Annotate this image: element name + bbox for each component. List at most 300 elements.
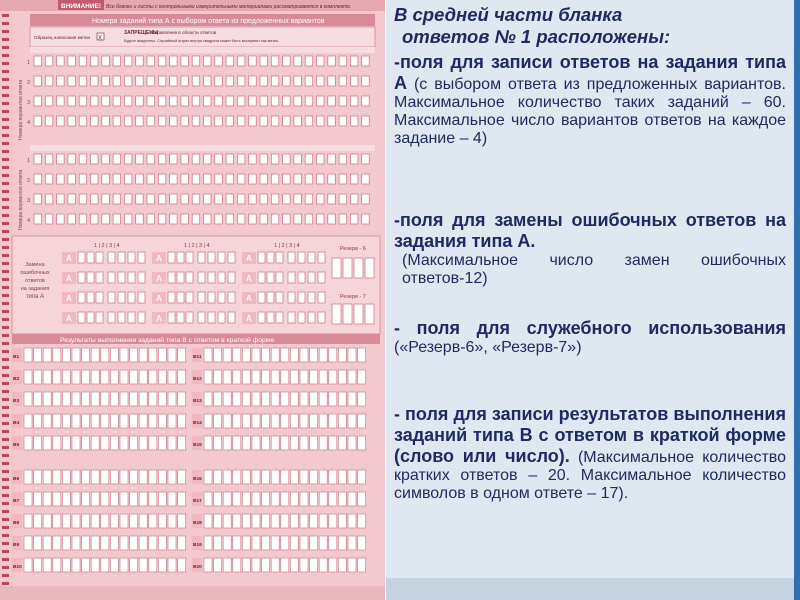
type-b-answer-box[interactable] bbox=[91, 370, 99, 384]
type-a-answer-box[interactable] bbox=[249, 174, 257, 184]
type-a-answer-box[interactable] bbox=[294, 154, 302, 164]
type-b-answer-box[interactable] bbox=[120, 392, 128, 406]
type-b-answer-box[interactable] bbox=[262, 414, 270, 428]
type-a-answer-box[interactable] bbox=[34, 194, 42, 204]
type-b-answer-box[interactable] bbox=[338, 348, 346, 362]
fix-task-number-box[interactable] bbox=[96, 312, 103, 323]
type-b-answer-box[interactable] bbox=[348, 536, 356, 550]
type-b-answer-box[interactable] bbox=[43, 558, 51, 572]
type-b-answer-box[interactable] bbox=[214, 536, 222, 550]
type-b-answer-box[interactable] bbox=[178, 436, 186, 450]
type-a-answer-box[interactable] bbox=[192, 154, 200, 164]
type-b-answer-box[interactable] bbox=[53, 436, 61, 450]
type-b-answer-box[interactable] bbox=[358, 514, 366, 528]
fix-task-number-box[interactable] bbox=[276, 312, 283, 323]
type-b-answer-box[interactable] bbox=[139, 536, 147, 550]
type-b-answer-box[interactable] bbox=[271, 348, 279, 362]
type-b-answer-box[interactable] bbox=[139, 348, 147, 362]
type-b-answer-box[interactable] bbox=[358, 558, 366, 572]
fix-answer-box[interactable] bbox=[308, 312, 315, 323]
type-b-answer-box[interactable] bbox=[178, 514, 186, 528]
type-b-answer-box[interactable] bbox=[290, 514, 298, 528]
fix-task-number-box[interactable] bbox=[186, 272, 193, 283]
fix-answer-box[interactable] bbox=[128, 252, 135, 263]
type-b-answer-box[interactable] bbox=[252, 492, 260, 506]
type-b-answer-box[interactable] bbox=[223, 492, 231, 506]
type-a-answer-box[interactable] bbox=[237, 214, 245, 224]
type-a-answer-box[interactable] bbox=[260, 96, 268, 106]
type-b-answer-box[interactable] bbox=[281, 348, 289, 362]
type-b-answer-box[interactable] bbox=[178, 348, 186, 362]
fix-answer-box[interactable] bbox=[308, 292, 315, 303]
type-b-answer-box[interactable] bbox=[72, 514, 80, 528]
type-b-answer-box[interactable] bbox=[233, 470, 241, 484]
type-b-answer-box[interactable] bbox=[319, 470, 327, 484]
type-b-answer-box[interactable] bbox=[72, 348, 80, 362]
type-a-answer-box[interactable] bbox=[283, 56, 291, 66]
type-b-answer-box[interactable] bbox=[82, 436, 90, 450]
fix-task-number-box[interactable] bbox=[168, 312, 175, 323]
fix-answer-box[interactable] bbox=[288, 292, 295, 303]
type-b-answer-box[interactable] bbox=[43, 536, 51, 550]
fix-answer-box[interactable] bbox=[128, 292, 135, 303]
type-b-answer-box[interactable] bbox=[149, 514, 157, 528]
type-a-answer-box[interactable] bbox=[237, 116, 245, 126]
type-a-answer-box[interactable] bbox=[328, 214, 336, 224]
type-b-answer-box[interactable] bbox=[262, 492, 270, 506]
type-b-answer-box[interactable] bbox=[271, 536, 279, 550]
type-b-answer-box[interactable] bbox=[252, 414, 260, 428]
type-a-answer-box[interactable] bbox=[226, 96, 234, 106]
type-b-answer-box[interactable] bbox=[214, 436, 222, 450]
fix-task-number-box[interactable] bbox=[186, 292, 193, 303]
type-a-answer-box[interactable] bbox=[170, 96, 178, 106]
type-a-answer-box[interactable] bbox=[170, 214, 178, 224]
fix-task-number-box[interactable] bbox=[87, 252, 94, 263]
type-a-answer-box[interactable] bbox=[136, 174, 144, 184]
type-a-answer-box[interactable] bbox=[260, 194, 268, 204]
type-b-answer-box[interactable] bbox=[168, 536, 176, 550]
type-a-answer-box[interactable] bbox=[68, 214, 76, 224]
type-b-answer-box[interactable] bbox=[329, 536, 337, 550]
type-a-answer-box[interactable] bbox=[136, 56, 144, 66]
type-b-answer-box[interactable] bbox=[223, 414, 231, 428]
type-a-answer-box[interactable] bbox=[362, 154, 370, 164]
type-a-answer-box[interactable] bbox=[34, 154, 42, 164]
type-b-answer-box[interactable] bbox=[110, 514, 118, 528]
type-b-answer-box[interactable] bbox=[139, 514, 147, 528]
type-a-answer-box[interactable] bbox=[339, 174, 347, 184]
type-a-answer-box[interactable] bbox=[237, 56, 245, 66]
type-a-answer-box[interactable] bbox=[362, 96, 370, 106]
type-a-answer-box[interactable] bbox=[204, 56, 212, 66]
type-a-answer-box[interactable] bbox=[91, 96, 99, 106]
type-b-answer-box[interactable] bbox=[262, 536, 270, 550]
type-b-answer-box[interactable] bbox=[214, 470, 222, 484]
fix-answer-box[interactable] bbox=[208, 292, 215, 303]
fix-task-number-box[interactable] bbox=[186, 252, 193, 263]
type-b-answer-box[interactable] bbox=[281, 558, 289, 572]
type-a-answer-box[interactable] bbox=[362, 56, 370, 66]
type-a-answer-box[interactable] bbox=[79, 76, 87, 86]
type-a-answer-box[interactable] bbox=[271, 214, 279, 224]
type-a-answer-box[interactable] bbox=[305, 76, 313, 86]
type-b-answer-box[interactable] bbox=[281, 414, 289, 428]
type-b-answer-box[interactable] bbox=[43, 414, 51, 428]
type-b-answer-box[interactable] bbox=[34, 470, 42, 484]
type-b-answer-box[interactable] bbox=[91, 348, 99, 362]
type-a-answer-box[interactable] bbox=[113, 174, 121, 184]
type-b-answer-box[interactable] bbox=[204, 370, 212, 384]
type-a-answer-box[interactable] bbox=[249, 116, 257, 126]
type-b-answer-box[interactable] bbox=[91, 492, 99, 506]
type-b-answer-box[interactable] bbox=[310, 348, 318, 362]
type-b-answer-box[interactable] bbox=[281, 370, 289, 384]
type-a-answer-box[interactable] bbox=[45, 56, 53, 66]
type-b-answer-box[interactable] bbox=[139, 558, 147, 572]
fix-answer-box[interactable] bbox=[138, 312, 145, 323]
type-a-answer-box[interactable] bbox=[34, 214, 42, 224]
reserve-box[interactable] bbox=[343, 304, 352, 324]
fix-answer-box[interactable] bbox=[298, 252, 305, 263]
type-a-answer-box[interactable] bbox=[34, 96, 42, 106]
type-b-answer-box[interactable] bbox=[178, 414, 186, 428]
type-a-answer-box[interactable] bbox=[249, 194, 257, 204]
type-b-answer-box[interactable] bbox=[149, 436, 157, 450]
type-a-answer-box[interactable] bbox=[147, 96, 155, 106]
type-b-answer-box[interactable] bbox=[252, 514, 260, 528]
type-b-answer-box[interactable] bbox=[204, 348, 212, 362]
fix-task-number-box[interactable] bbox=[186, 312, 193, 323]
fix-answer-box[interactable] bbox=[308, 252, 315, 263]
type-b-answer-box[interactable] bbox=[139, 392, 147, 406]
type-b-answer-box[interactable] bbox=[82, 470, 90, 484]
type-a-answer-box[interactable] bbox=[68, 56, 76, 66]
fix-answer-box[interactable] bbox=[228, 292, 235, 303]
type-b-answer-box[interactable] bbox=[53, 514, 61, 528]
type-b-answer-box[interactable] bbox=[101, 370, 109, 384]
type-b-answer-box[interactable] bbox=[348, 436, 356, 450]
type-a-answer-box[interactable] bbox=[362, 76, 370, 86]
type-a-answer-box[interactable] bbox=[294, 116, 302, 126]
fix-answer-box[interactable] bbox=[208, 252, 215, 263]
type-b-answer-box[interactable] bbox=[168, 514, 176, 528]
type-a-answer-box[interactable] bbox=[226, 116, 234, 126]
type-a-answer-box[interactable] bbox=[237, 194, 245, 204]
type-a-answer-box[interactable] bbox=[249, 154, 257, 164]
fix-answer-box[interactable] bbox=[318, 272, 325, 283]
type-b-answer-box[interactable] bbox=[130, 514, 138, 528]
fix-answer-box[interactable] bbox=[208, 312, 215, 323]
type-b-answer-box[interactable] bbox=[91, 392, 99, 406]
type-b-answer-box[interactable] bbox=[34, 348, 42, 362]
type-a-answer-box[interactable] bbox=[124, 56, 131, 66]
type-b-answer-box[interactable] bbox=[43, 392, 51, 406]
type-a-answer-box[interactable] bbox=[57, 154, 65, 164]
type-a-answer-box[interactable] bbox=[158, 194, 166, 204]
fix-task-number-box[interactable] bbox=[258, 312, 265, 323]
type-a-answer-box[interactable] bbox=[68, 96, 76, 106]
type-b-answer-box[interactable] bbox=[110, 470, 118, 484]
fix-task-number-box[interactable] bbox=[177, 292, 184, 303]
type-b-answer-box[interactable] bbox=[358, 414, 366, 428]
type-b-answer-box[interactable] bbox=[34, 492, 42, 506]
type-a-answer-box[interactable] bbox=[124, 194, 131, 204]
type-b-answer-box[interactable] bbox=[242, 370, 250, 384]
type-a-answer-box[interactable] bbox=[339, 154, 347, 164]
type-b-answer-box[interactable] bbox=[130, 536, 138, 550]
type-a-answer-box[interactable] bbox=[271, 174, 279, 184]
type-b-answer-box[interactable] bbox=[34, 392, 42, 406]
type-b-answer-box[interactable] bbox=[242, 492, 250, 506]
type-b-answer-box[interactable] bbox=[24, 348, 32, 362]
type-b-answer-box[interactable] bbox=[130, 370, 138, 384]
type-b-answer-box[interactable] bbox=[242, 558, 250, 572]
fix-task-number-box[interactable] bbox=[87, 312, 94, 323]
type-b-answer-box[interactable] bbox=[223, 558, 231, 572]
type-b-answer-box[interactable] bbox=[149, 536, 157, 550]
type-a-answer-box[interactable] bbox=[57, 174, 65, 184]
type-a-answer-box[interactable] bbox=[271, 154, 279, 164]
type-b-answer-box[interactable] bbox=[91, 536, 99, 550]
type-b-answer-box[interactable] bbox=[178, 392, 186, 406]
type-b-answer-box[interactable] bbox=[149, 348, 157, 362]
type-b-answer-box[interactable] bbox=[300, 514, 308, 528]
type-b-answer-box[interactable] bbox=[348, 470, 356, 484]
type-b-answer-box[interactable] bbox=[62, 470, 70, 484]
type-b-answer-box[interactable] bbox=[204, 436, 212, 450]
type-b-answer-box[interactable] bbox=[252, 392, 260, 406]
type-b-answer-box[interactable] bbox=[43, 348, 51, 362]
type-a-answer-box[interactable] bbox=[45, 214, 53, 224]
type-b-answer-box[interactable] bbox=[329, 558, 337, 572]
type-b-answer-box[interactable] bbox=[82, 392, 90, 406]
type-b-answer-box[interactable] bbox=[82, 514, 90, 528]
type-b-answer-box[interactable] bbox=[53, 414, 61, 428]
type-a-answer-box[interactable] bbox=[237, 174, 245, 184]
type-b-answer-box[interactable] bbox=[204, 414, 212, 428]
type-b-answer-box[interactable] bbox=[223, 514, 231, 528]
type-a-answer-box[interactable] bbox=[91, 214, 99, 224]
type-b-answer-box[interactable] bbox=[24, 558, 32, 572]
type-a-answer-box[interactable] bbox=[215, 154, 223, 164]
type-a-answer-box[interactable] bbox=[113, 76, 121, 86]
type-b-answer-box[interactable] bbox=[120, 514, 128, 528]
fix-task-number-box[interactable] bbox=[258, 252, 265, 263]
type-b-answer-box[interactable] bbox=[271, 470, 279, 484]
type-a-answer-box[interactable] bbox=[237, 76, 245, 86]
type-a-answer-box[interactable] bbox=[260, 56, 268, 66]
type-b-answer-box[interactable] bbox=[338, 558, 346, 572]
type-b-answer-box[interactable] bbox=[310, 436, 318, 450]
type-b-answer-box[interactable] bbox=[290, 414, 298, 428]
type-a-answer-box[interactable] bbox=[362, 174, 370, 184]
type-b-answer-box[interactable] bbox=[252, 348, 260, 362]
type-b-answer-box[interactable] bbox=[178, 492, 186, 506]
type-a-answer-box[interactable] bbox=[181, 194, 189, 204]
type-b-answer-box[interactable] bbox=[34, 514, 42, 528]
type-a-answer-box[interactable] bbox=[124, 116, 131, 126]
type-b-answer-box[interactable] bbox=[62, 558, 70, 572]
type-b-answer-box[interactable] bbox=[101, 348, 109, 362]
type-b-answer-box[interactable] bbox=[130, 558, 138, 572]
type-b-answer-box[interactable] bbox=[319, 392, 327, 406]
type-b-answer-box[interactable] bbox=[91, 414, 99, 428]
type-a-answer-box[interactable] bbox=[158, 76, 166, 86]
type-a-answer-box[interactable] bbox=[158, 116, 166, 126]
type-b-answer-box[interactable] bbox=[139, 436, 147, 450]
type-a-answer-box[interactable] bbox=[68, 76, 76, 86]
type-b-answer-box[interactable] bbox=[62, 492, 70, 506]
type-a-answer-box[interactable] bbox=[113, 194, 121, 204]
fix-answer-box[interactable] bbox=[288, 252, 295, 263]
type-b-answer-box[interactable] bbox=[348, 348, 356, 362]
type-a-answer-box[interactable] bbox=[350, 96, 358, 106]
type-b-answer-box[interactable] bbox=[101, 492, 109, 506]
type-a-answer-box[interactable] bbox=[249, 96, 257, 106]
type-a-answer-box[interactable] bbox=[45, 96, 53, 106]
type-b-answer-box[interactable] bbox=[158, 492, 166, 506]
type-b-answer-box[interactable] bbox=[319, 536, 327, 550]
type-b-answer-box[interactable] bbox=[43, 370, 51, 384]
type-b-answer-box[interactable] bbox=[168, 370, 176, 384]
type-b-answer-box[interactable] bbox=[214, 558, 222, 572]
type-a-answer-box[interactable] bbox=[124, 154, 131, 164]
type-b-answer-box[interactable] bbox=[300, 492, 308, 506]
type-b-answer-box[interactable] bbox=[204, 492, 212, 506]
type-a-answer-box[interactable] bbox=[113, 96, 121, 106]
type-a-answer-box[interactable] bbox=[249, 56, 257, 66]
type-b-answer-box[interactable] bbox=[329, 348, 337, 362]
type-a-answer-box[interactable] bbox=[91, 116, 99, 126]
type-a-answer-box[interactable] bbox=[283, 96, 291, 106]
type-b-answer-box[interactable] bbox=[338, 414, 346, 428]
type-b-answer-box[interactable] bbox=[62, 414, 70, 428]
type-b-answer-box[interactable] bbox=[242, 436, 250, 450]
type-b-answer-box[interactable] bbox=[168, 492, 176, 506]
type-a-answer-box[interactable] bbox=[192, 76, 200, 86]
type-b-answer-box[interactable] bbox=[358, 370, 366, 384]
type-b-answer-box[interactable] bbox=[271, 558, 279, 572]
type-a-answer-box[interactable] bbox=[45, 116, 53, 126]
type-b-answer-box[interactable] bbox=[319, 558, 327, 572]
type-a-answer-box[interactable] bbox=[192, 194, 200, 204]
type-b-answer-box[interactable] bbox=[233, 558, 241, 572]
type-b-answer-box[interactable] bbox=[290, 470, 298, 484]
type-a-answer-box[interactable] bbox=[113, 116, 121, 126]
type-b-answer-box[interactable] bbox=[348, 392, 356, 406]
type-b-answer-box[interactable] bbox=[53, 558, 61, 572]
fix-answer-box[interactable] bbox=[298, 312, 305, 323]
type-a-answer-box[interactable] bbox=[328, 76, 336, 86]
type-a-answer-box[interactable] bbox=[350, 174, 358, 184]
type-a-answer-box[interactable] bbox=[317, 194, 325, 204]
type-a-answer-box[interactable] bbox=[34, 174, 42, 184]
type-b-answer-box[interactable] bbox=[214, 414, 222, 428]
fix-task-number-box[interactable] bbox=[87, 272, 94, 283]
type-a-answer-box[interactable] bbox=[45, 174, 53, 184]
type-b-answer-box[interactable] bbox=[158, 414, 166, 428]
type-a-answer-box[interactable] bbox=[271, 194, 279, 204]
fix-answer-box[interactable] bbox=[108, 252, 115, 263]
fix-task-number-box[interactable] bbox=[96, 292, 103, 303]
type-a-answer-box[interactable] bbox=[328, 174, 336, 184]
type-b-answer-box[interactable] bbox=[358, 492, 366, 506]
type-b-answer-box[interactable] bbox=[300, 392, 308, 406]
type-b-answer-box[interactable] bbox=[72, 470, 80, 484]
type-b-answer-box[interactable] bbox=[110, 536, 118, 550]
fix-task-number-box[interactable] bbox=[168, 292, 175, 303]
type-b-answer-box[interactable] bbox=[271, 414, 279, 428]
type-b-answer-box[interactable] bbox=[319, 436, 327, 450]
fix-task-number-box[interactable] bbox=[258, 292, 265, 303]
type-b-answer-box[interactable] bbox=[233, 392, 241, 406]
type-b-answer-box[interactable] bbox=[290, 536, 298, 550]
reserve-box[interactable] bbox=[354, 304, 363, 324]
fix-task-number-box[interactable] bbox=[276, 252, 283, 263]
type-a-answer-box[interactable] bbox=[79, 154, 87, 164]
type-b-answer-box[interactable] bbox=[130, 392, 138, 406]
type-b-answer-box[interactable] bbox=[101, 392, 109, 406]
type-b-answer-box[interactable] bbox=[53, 492, 61, 506]
type-b-answer-box[interactable] bbox=[158, 370, 166, 384]
type-b-answer-box[interactable] bbox=[101, 470, 109, 484]
type-a-answer-box[interactable] bbox=[57, 56, 65, 66]
type-a-answer-box[interactable] bbox=[147, 56, 155, 66]
fix-task-number-box[interactable] bbox=[78, 252, 85, 263]
type-a-answer-box[interactable] bbox=[102, 154, 110, 164]
type-b-answer-box[interactable] bbox=[158, 348, 166, 362]
type-a-answer-box[interactable] bbox=[79, 96, 87, 106]
type-a-answer-box[interactable] bbox=[305, 56, 313, 66]
type-a-answer-box[interactable] bbox=[158, 174, 166, 184]
type-b-answer-box[interactable] bbox=[348, 558, 356, 572]
type-b-answer-box[interactable] bbox=[24, 536, 32, 550]
type-b-answer-box[interactable] bbox=[262, 436, 270, 450]
type-a-answer-box[interactable] bbox=[102, 174, 110, 184]
type-b-answer-box[interactable] bbox=[338, 392, 346, 406]
type-b-answer-box[interactable] bbox=[233, 414, 241, 428]
type-a-answer-box[interactable] bbox=[136, 116, 144, 126]
type-a-answer-box[interactable] bbox=[79, 56, 87, 66]
type-b-answer-box[interactable] bbox=[178, 470, 186, 484]
type-b-answer-box[interactable] bbox=[329, 470, 337, 484]
type-b-answer-box[interactable] bbox=[262, 392, 270, 406]
type-a-answer-box[interactable] bbox=[362, 194, 370, 204]
type-a-answer-box[interactable] bbox=[350, 76, 358, 86]
type-a-answer-box[interactable] bbox=[192, 214, 200, 224]
type-a-answer-box[interactable] bbox=[204, 154, 212, 164]
reserve-box[interactable] bbox=[343, 258, 352, 278]
type-a-answer-box[interactable] bbox=[283, 154, 291, 164]
fix-task-number-box[interactable] bbox=[168, 272, 175, 283]
type-a-answer-box[interactable] bbox=[294, 56, 302, 66]
reserve-box[interactable] bbox=[365, 304, 374, 324]
type-a-answer-box[interactable] bbox=[158, 96, 166, 106]
type-b-answer-box[interactable] bbox=[319, 348, 327, 362]
type-b-answer-box[interactable] bbox=[110, 492, 118, 506]
type-a-answer-box[interactable] bbox=[260, 116, 268, 126]
type-a-answer-box[interactable] bbox=[158, 56, 166, 66]
type-a-answer-box[interactable] bbox=[226, 214, 234, 224]
type-a-answer-box[interactable] bbox=[305, 116, 313, 126]
type-b-answer-box[interactable] bbox=[358, 470, 366, 484]
type-b-answer-box[interactable] bbox=[82, 370, 90, 384]
type-b-answer-box[interactable] bbox=[120, 536, 128, 550]
type-b-answer-box[interactable] bbox=[101, 436, 109, 450]
type-a-answer-box[interactable] bbox=[181, 76, 189, 86]
fix-task-number-box[interactable] bbox=[267, 292, 274, 303]
